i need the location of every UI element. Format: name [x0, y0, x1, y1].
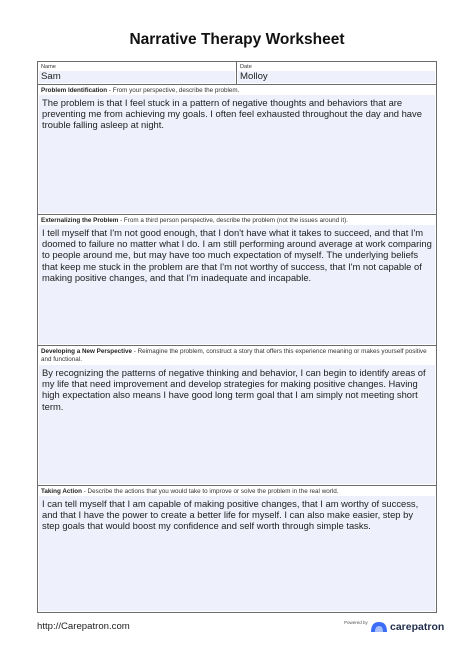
- section-heading: [41, 217, 433, 225]
- section-title: Taking Action: [41, 488, 82, 495]
- header-fields-row: [38, 62, 436, 85]
- section-prompt: - From a third person perspective, describe the problem (not the issues around it).: [118, 217, 348, 224]
- section-title: Externalizing the Problem: [41, 217, 119, 224]
- taking-action-answer[interactable]: I can tell myself that I am capable of making positive changes, that I am worthy of success, and that I have the power to create a better life for myself. I can also make easier, step by step goals that would boost my confidence and self worth through simple tasks.: [39, 496, 435, 611]
- worksheet-form: [37, 61, 437, 613]
- section-heading: [41, 87, 433, 95]
- page-title: Narrative Therapy Worksheet: [129, 31, 345, 48]
- name-label: Name: [41, 64, 56, 70]
- brand-name: carepatron: [390, 621, 445, 633]
- carepatron-link[interactable]: http://Carepatron.com: [37, 621, 130, 632]
- section-externalizing-problem: [38, 215, 436, 346]
- problem-identification-answer[interactable]: The problem is that I feel stuck in a pattern of negative thoughts and behaviors that are preventing me from achieving my goals. I often feel exhausted throughout the day and have trouble falling asleep at night.: [39, 95, 435, 213]
- externalizing-problem-answer[interactable]: I tell myself that I'm not good enough, that I don't have what it takes to succeed, and that I'm doomed to failure no matter what I do. I am still performing around average at work comparing to people around me, but may have too much expectation of myself. The underlying beliefs that keep me stuck in the problem are that I'm not worthy of success, that I'm not capable of making positive changes, and that I'm inadequate and incapable.: [39, 225, 435, 344]
- section-problem-identification: [38, 85, 436, 215]
- section-heading: [41, 488, 433, 496]
- section-prompt: - From your perspective, describe the problem.: [107, 87, 240, 94]
- section-title: Problem Identification: [41, 87, 108, 94]
- section-prompt: - Describe the actions that you would take to improve or solve the problem in the real world.: [81, 488, 339, 495]
- date-field: [237, 62, 436, 84]
- section-prompt: - Reimagine the problem, construct a story that offers this experience meaning or makes yourself positive and functional.: [41, 348, 427, 363]
- section-heading: [41, 348, 433, 364]
- date-label: Date: [240, 64, 252, 70]
- section-title: Developing a New Perspective: [41, 348, 132, 355]
- name-input[interactable]: Sam: [39, 71, 235, 83]
- name-field: [38, 62, 237, 84]
- section-taking-action: [38, 486, 436, 612]
- section-new-perspective: [38, 346, 436, 486]
- carepatron-logo: [370, 619, 444, 635]
- date-input[interactable]: Molloy: [238, 71, 435, 83]
- powered-by-label: Powered by: [344, 620, 368, 625]
- carepatron-logo-icon: [370, 620, 388, 634]
- new-perspective-answer[interactable]: By recognizing the patterns of negative thinking and behavior, I can begin to identify areas of my life that need improvement and develop strategies for making positive changes. Having high expectation also means I have good long term goal that I am simply not meeting short term.: [39, 365, 435, 484]
